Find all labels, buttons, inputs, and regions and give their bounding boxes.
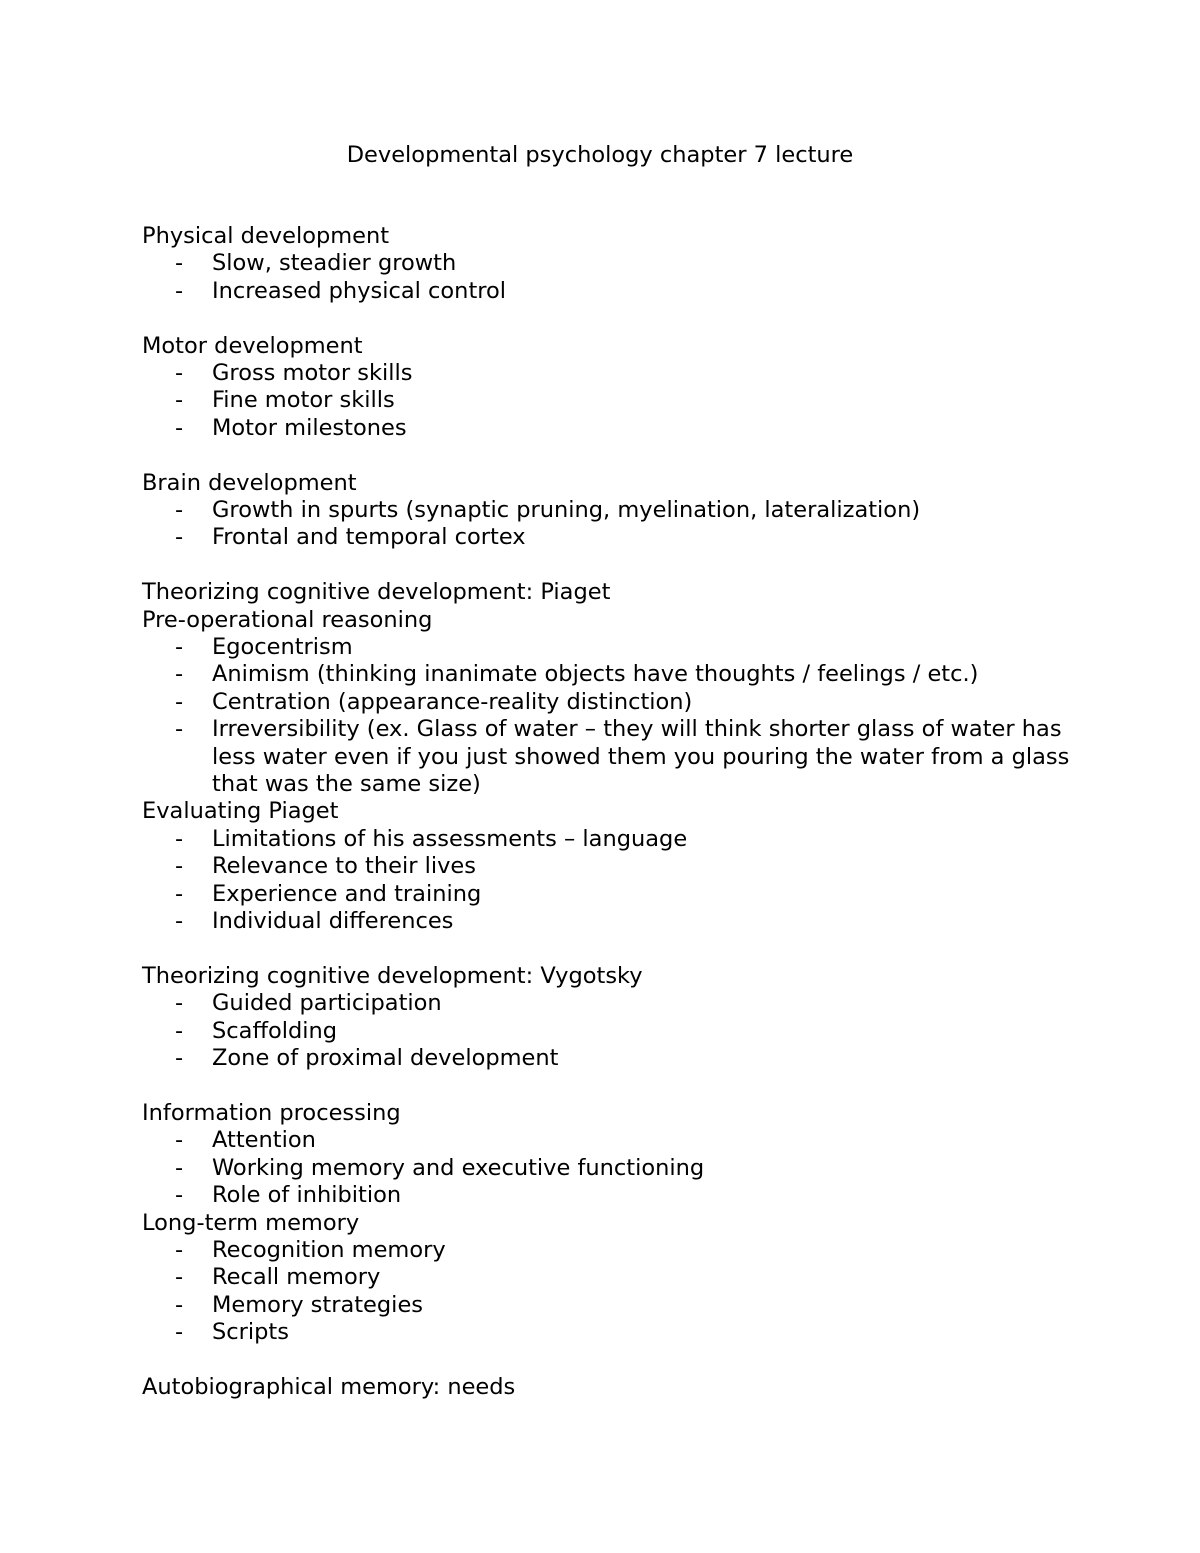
bullet-list [142, 497, 1072, 552]
bullet-list [142, 826, 1072, 936]
bullet-item [142, 853, 1072, 880]
bullet-marker: - [175, 1291, 184, 1318]
bullet-text: Gross motor skills [212, 360, 413, 387]
bullet-item [142, 908, 1072, 935]
bullet-text: Slow, steadier growth [212, 250, 457, 277]
bullet-item [142, 1264, 1072, 1291]
bullet-list [142, 990, 1072, 1072]
blank-line [142, 305, 1072, 332]
bullet-text: Attention [212, 1127, 316, 1154]
bullet-list [142, 1127, 1072, 1209]
bullet-item [142, 1045, 1072, 1072]
bullet-text: Limitations of his assessments – language [212, 825, 688, 852]
bullet-marker: - [175, 360, 184, 387]
bullet-marker: - [175, 853, 184, 880]
bullet-item [142, 278, 1072, 305]
bullet-list [142, 1237, 1072, 1347]
section-heading: Information processing [142, 1099, 401, 1126]
bullet-marker: - [175, 497, 184, 524]
bullet-text: Growth in spurts (synaptic pruning, myelination, lateralization) [212, 497, 921, 524]
section-heading: Pre-operational reasoning [142, 606, 433, 633]
section-heading: Long-term memory [142, 1209, 360, 1236]
section-heading: Physical development [142, 223, 390, 249]
bullet-text: Increased physical control [212, 277, 507, 304]
section-heading: Brain development [142, 469, 357, 496]
bullet-text: Individual differences [212, 908, 454, 935]
bullet-list [142, 360, 1072, 442]
bullet-marker: - [175, 825, 184, 852]
bullet-list [142, 634, 1072, 798]
bullet-marker: - [175, 1264, 184, 1291]
bullet-item [142, 415, 1072, 442]
bullet-text: Egocentrism [212, 634, 353, 661]
section-heading: Motor development [142, 332, 363, 359]
bullet-marker: - [175, 716, 184, 743]
bullet-text: Scaffolding [212, 1017, 338, 1044]
blank-line [142, 1347, 1072, 1374]
bullet-item [142, 250, 1072, 277]
bullet-text: Experience and training [212, 880, 482, 907]
blank-line [142, 442, 1072, 469]
bullet-text: Frontal and temporal cortex [212, 524, 526, 551]
document-body [142, 223, 1072, 1401]
bullet-marker: - [175, 277, 184, 304]
bullet-list [142, 250, 1072, 305]
bullet-item [142, 661, 1072, 688]
document-title: Developmental psychology chapter 7 lecture [346, 142, 854, 168]
bullet-marker: - [175, 1127, 184, 1154]
bullet-item [142, 1018, 1072, 1045]
bullet-marker: - [175, 990, 184, 1017]
bullet-marker: - [175, 1045, 184, 1072]
bullet-text: Centration (appearance-reality distinction) [212, 688, 693, 715]
bullet-marker: - [175, 1319, 184, 1346]
bullet-text: Relevance to their lives [212, 853, 476, 880]
section-heading: Theorizing cognitive development: Vygotsky [142, 962, 643, 989]
section-heading: Evaluating Piaget [142, 798, 339, 825]
section-heading: Autobiographical memory: needs [142, 1373, 516, 1400]
bullet-text: Irreversibility (ex. Glass of water – they will think shorter glass of water has less water even if you just showed them you pouring the water from a glass that was the same size) [212, 716, 1070, 798]
bullet-marker: - [175, 1236, 184, 1263]
bullet-text: Scripts [212, 1319, 289, 1346]
bullet-text: Working memory and executive functioning [212, 1154, 705, 1181]
blank-line [142, 552, 1072, 579]
bullet-item [142, 497, 1072, 524]
blank-line [142, 936, 1072, 963]
bullet-text: Motor milestones [212, 414, 407, 441]
bullet-item [142, 1127, 1072, 1154]
bullet-item [142, 1319, 1072, 1346]
bullet-text: Zone of proximal development [212, 1045, 559, 1072]
bullet-marker: - [175, 688, 184, 715]
bullet-text: Fine motor skills [212, 387, 395, 414]
bullet-text: Role of inhibition [212, 1182, 402, 1209]
bullet-text: Recall memory [212, 1264, 381, 1291]
bullet-text: Animism (thinking inanimate objects have thoughts / feelings / etc.) [212, 661, 979, 688]
bullet-item [142, 1237, 1072, 1264]
bullet-item [142, 826, 1072, 853]
bullet-marker: - [175, 1182, 184, 1209]
bullet-marker: - [175, 1154, 184, 1181]
bullet-item [142, 716, 1072, 798]
section-heading: Theorizing cognitive development: Piaget [142, 579, 611, 606]
blank-line [142, 1073, 1072, 1100]
bullet-text: Recognition memory [212, 1236, 446, 1263]
bullet-marker: - [175, 661, 184, 688]
bullet-item [142, 1292, 1072, 1319]
bullet-text: Guided participation [212, 990, 442, 1017]
bullet-item [142, 990, 1072, 1017]
bullet-item [142, 524, 1072, 551]
bullet-item [142, 387, 1072, 414]
bullet-marker: - [175, 524, 184, 551]
bullet-marker: - [175, 250, 184, 277]
bullet-marker: - [175, 414, 184, 441]
bullet-item [142, 1155, 1072, 1182]
bullet-item [142, 1182, 1072, 1209]
bullet-marker: - [175, 1017, 184, 1044]
bullet-marker: - [175, 908, 184, 935]
bullet-item [142, 634, 1072, 661]
bullet-marker: - [175, 880, 184, 907]
bullet-item [142, 689, 1072, 716]
bullet-marker: - [175, 634, 184, 661]
bullet-marker: - [175, 387, 184, 414]
bullet-item [142, 360, 1072, 387]
bullet-item [142, 881, 1072, 908]
bullet-text: Memory strategies [212, 1291, 424, 1318]
